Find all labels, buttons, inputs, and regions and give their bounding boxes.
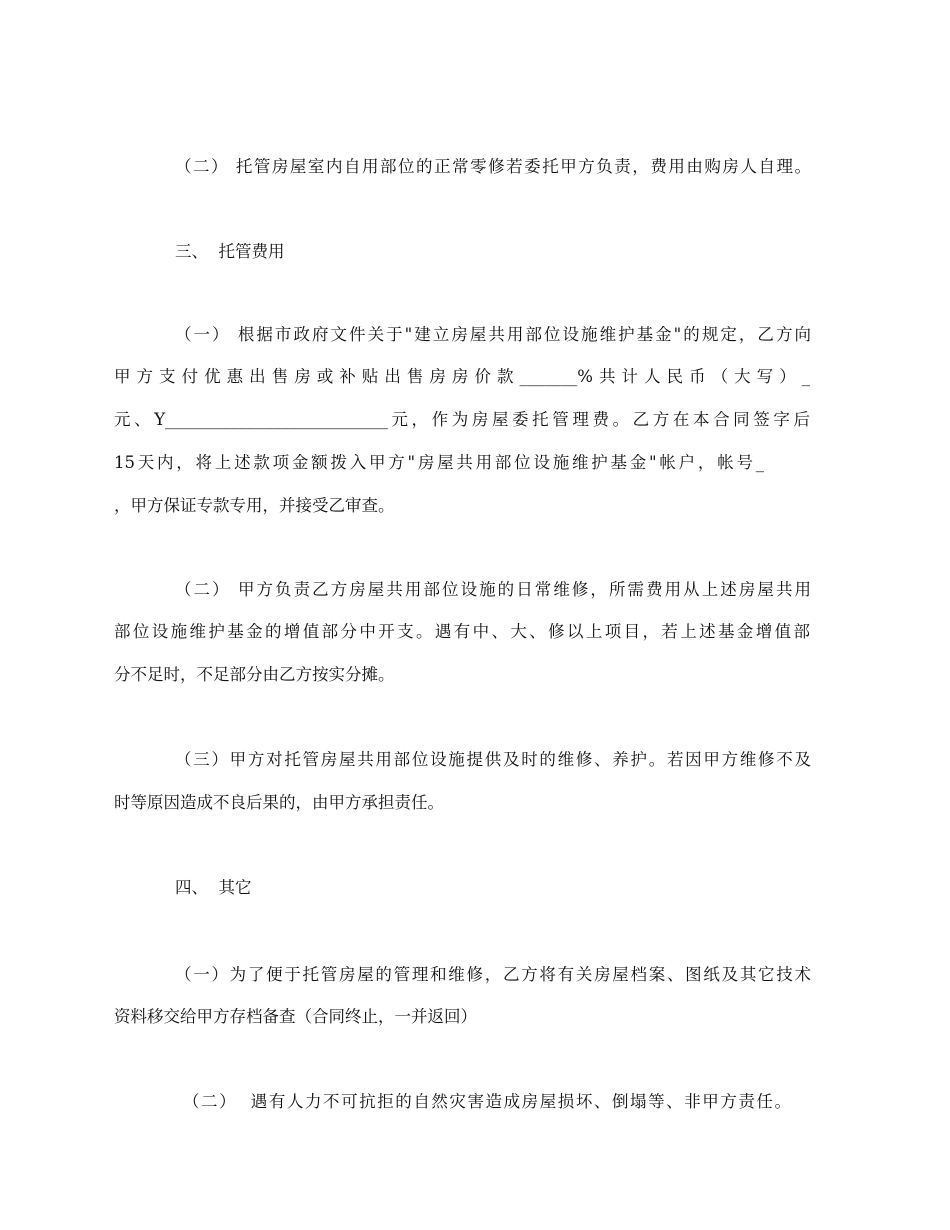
section-heading: 四、 其它 [175, 878, 252, 897]
paragraph-line: 资料移交给甲方存档备查（合同终止，一并返回） [114, 1007, 477, 1026]
paragraph-line: （二） 托管房屋室内自用部位的正常零修若委托甲方负责，费用由购房人自理。 [175, 157, 811, 176]
paragraph-line: 15天内，将上述款项金额拨入甲方"房屋共用部位设施维护基金"帐户，帐号_ [114, 453, 764, 472]
section-heading: 三、 托管费用 [175, 242, 285, 261]
paragraph-line: （一）为了便于托管房屋的管理和维修，乙方将有关房屋档案、图纸及其它技术 [175, 965, 811, 984]
paragraph-line: 甲方支付优惠出售房或补贴出售房房价款_______%共计人民币（大写）_ [114, 367, 810, 386]
paragraph-line: ，甲方保证专款专用，并接受乙审查。 [114, 496, 395, 515]
paragraph-line: （二） 甲方负责乙方房屋共用部位设施的日常维修，所需费用从上述房屋共用 [175, 580, 811, 599]
paragraph-line: （二） 遇有人力不可抗拒的自然灾害造成房屋损坏、倒塌等、非甲方责任。 [183, 1092, 791, 1111]
paragraph-line: （三）甲方对托管房屋共用部位设施提供及时的维修、养护。若因甲方维修不及 [175, 750, 811, 769]
paragraph-line: （一） 根据市政府文件关于"建立房屋共用部位设施维护基金"的规定，乙方向 [175, 325, 811, 344]
paragraph-line: 分不足时，不足部分由乙方按实分摊。 [114, 665, 395, 684]
paragraph-line: 元、Y___________________________元，作为房屋委托管理费。乙方在本合同签字后 [114, 410, 810, 429]
paragraph-line: 部位设施维护基金的增值部分中开支。遇有中、大、修以上项目，若上述基金增值部 [114, 622, 810, 641]
paragraph-line: 时等原因造成不良后果的，由甲方承担责任。 [114, 793, 444, 812]
